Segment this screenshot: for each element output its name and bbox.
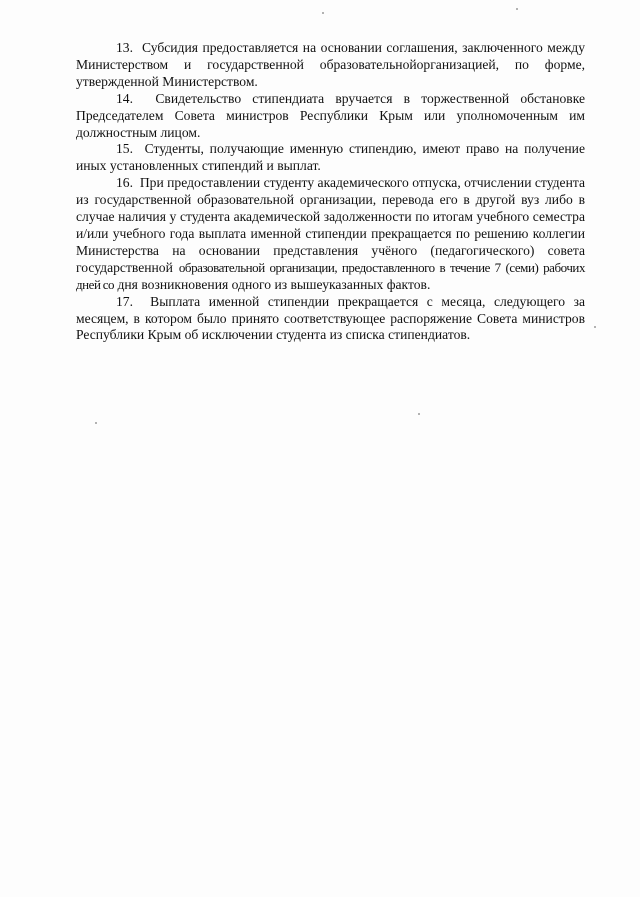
paragraph-16 bbox=[76, 175, 585, 293]
paragraph-15 bbox=[76, 141, 585, 175]
paragraph-14 bbox=[76, 91, 585, 142]
paragraph-13-number: 13. bbox=[116, 40, 133, 55]
paragraph-13 bbox=[76, 40, 585, 91]
paragraph-17-number: 17. bbox=[116, 293, 133, 309]
paragraph-14-text: Свидетельство стипендиата вручается в торжественной обстановке Председателем Совета министров Республики Крым или уполномоченным им должностным лицом. bbox=[76, 90, 585, 140]
scan-speck bbox=[516, 8, 518, 10]
paragraph-16-tail-text: дня возникновения одного из вышеуказанных фактов. bbox=[117, 276, 431, 292]
paragraph-15-text: Студенты, получающие именную стипендию, имеют право на получение иных установленных стипендий и выплат. bbox=[76, 141, 585, 174]
paragraph-15-number: 15. bbox=[116, 141, 133, 157]
scan-speck bbox=[594, 326, 596, 328]
paragraph-17 bbox=[76, 294, 585, 345]
paragraph-16-text: При предоставлении студенту академического отпуска, отчислении студента из государственной образовательной организации, перевода его в другой вуз либо в случае наличия у студента академической задолженности по итогам учебного семестра и/или учебного года выплата именной стипендии прекращается по решению коллегии Министерства на основании представления учёного (педагогического) совета государственной bbox=[76, 175, 585, 275]
scan-speck bbox=[418, 413, 420, 415]
document-body bbox=[76, 40, 585, 344]
paragraph-16-condensed-text: образовательной организации, предоставленного в течение 7 (семи) рабочих дней со bbox=[76, 259, 585, 292]
paragraph-13-text: Субсидия предоставляется на основании соглашения, заключенного между Министерством и государственной образовательнойорганизацией, по форме, утвержденной Министерством. bbox=[76, 40, 586, 89]
paragraph-17-text: Выплата именной стипендии прекращается с месяца, следующего за месяцем, в котором было принято соответствующее распоряжение Совета министров Республики Крым об исключении студента из списка стипендиатов. bbox=[76, 293, 585, 343]
paragraph-16-number: 16. bbox=[116, 175, 133, 191]
scan-speck bbox=[322, 12, 324, 14]
paragraph-14-number: 14. bbox=[116, 90, 133, 106]
scan-speck bbox=[95, 422, 97, 424]
